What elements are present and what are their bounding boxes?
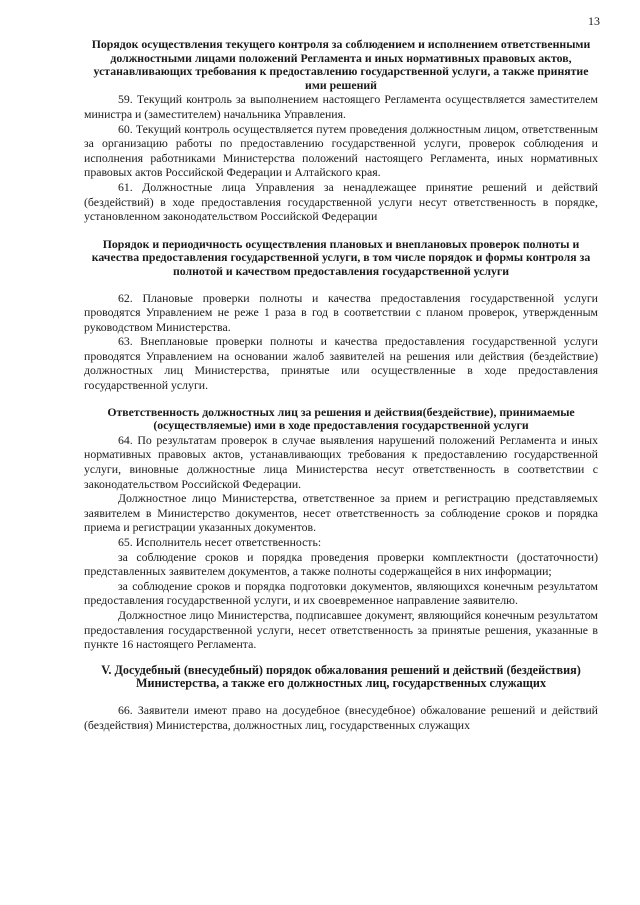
paragraph-66: 66. Заявители имеют право на досудебное (внесудебное) обжалование решений и действий (бездействия) Министерства, должностных лиц, государственных служащих	[84, 702, 598, 732]
paragraph-63: 63. Внеплановые проверки полноты и качества предоставления государственной услуги проводятся Управлением на основании жалоб заявителей на решения или действия (бездействие) должностных лиц Министерства, принятые или осуществленные в ходе предоставления государственной услуги.	[84, 334, 598, 393]
section-heading-appeal: V. Досудебный (внесудебный) порядок обжалования решений и действий (бездействия) Министерства, а также его должностных лиц, государственных служащих	[101, 662, 581, 691]
paragraph-65-deadlines: за соблюдение сроков и порядка подготовки документов, являющихся конечным результатом предоставления государственной услуги, и их своевременное направление заявителю.	[84, 578, 598, 608]
paragraph-59: 59. Текущий контроль за выполнением настоящего Регламента осуществляется заместителем министра и (заместителем) начальника Управления.	[84, 92, 598, 121]
paragraph-62: 62. Плановые проверки полноты и качества предоставления государственной услуги проводятся Управлением не реже 1 раза в год в соответствии с планом проверок, утвержденным руководством Министерства.	[84, 290, 598, 334]
paragraph-65-completeness: за соблюдение сроков и порядка проведения проверки комплектности (достаточности) представленных заявителем документов, а также полноты содержащейся в них информации;	[84, 549, 598, 579]
section-heading-control: Порядок осуществления текущего контроля за соблюдением и исполнением ответственными должностными лицами положений Регламента и иных нормативных правовых актов, устанавливающих требования к предоставлению государственной услуги, а также принятие ими решений	[91, 37, 591, 92]
paragraph-60: 60. Текущий контроль осуществляется путем проведения должностным лицом, ответственным за организацию работы по предоставлению государственной услуги, проверок соблюдения и исполнения работниками Министерства положений настоящего Регламента, иных нормативных правовых актов Российской Федерации и Алтайского края.	[84, 121, 598, 180]
page-content	[84, 38, 598, 732]
section-heading-inspections: Порядок и периодичность осуществления плановых и внеплановых проверок полноты и качества предоставления государственной услуги, в том числе порядок и формы контроля за полнотой и качеством предоставления государственной услуги	[91, 236, 591, 278]
paragraph-65: 65. Исполнитель несет ответственность:	[118, 535, 322, 549]
paragraph-64: 64. По результатам проверок в случае выявления нарушений положений Регламента и иных нормативных правовых актов, устанавливающих требования к предоставлению государственной услуги, виновные должностные лица Министерства несут ответственность в соответствии с законодательством Российской Федерации.	[84, 432, 598, 491]
page-number: 13	[588, 14, 600, 28]
paragraph-61: 61. Должностные лица Управления за ненадлежащее принятие решений и действий (бездействий) в ходе предоставления государственной услуги несут ответственность в порядке, установленном законодательством Российской Федерации	[84, 179, 598, 224]
paragraph-65-signing-officer: Должностное лицо Министерства, подписавшее документ, являющийся конечным результатом предоставления государственной услуги, несет ответственность за принятые решения, указанные в пункте 16 настоящего Регламента.	[84, 607, 598, 652]
section-heading-responsibility: Ответственность должностных лиц за решения и действия(бездействие), принимаемые (осуществляемые) ими в ходе предоставления государственной услуги	[107, 404, 575, 433]
paragraph-64-intake-officer: Должностное лицо Министерства, ответственное за прием и регистрацию представляемых заявителем в Министерство документов, несет ответственность за соблюдение сроков и порядка приема и регистрации указанных документов.	[84, 491, 598, 535]
